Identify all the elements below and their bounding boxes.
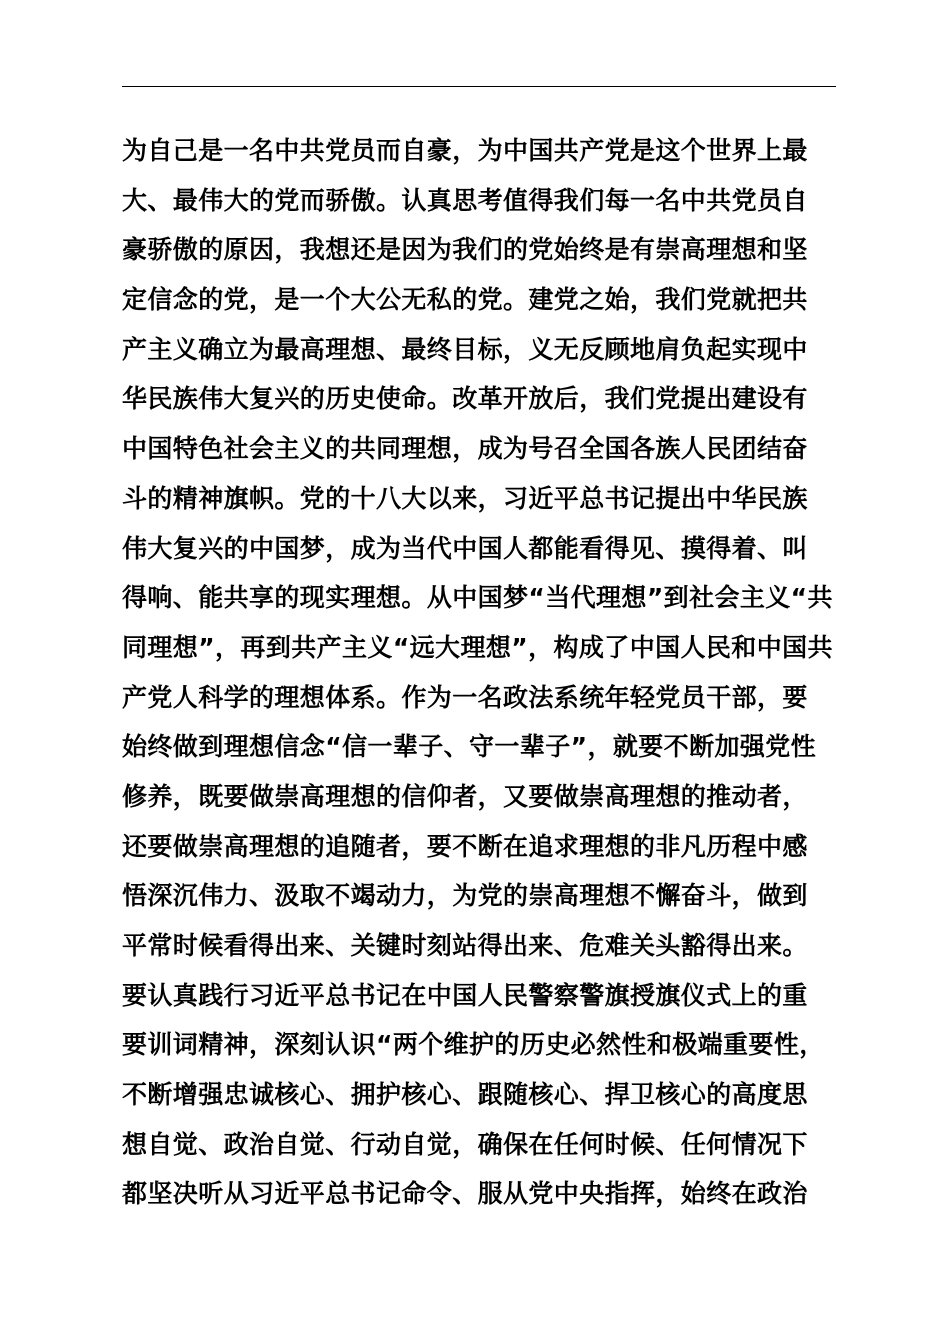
text-line: 产主义确立为最高理想、最终目标，义无反顾地肩负起实现中 [122,334,808,364]
text-line: 修养，既要做崇高理想的信仰者，又要做崇高理想的推动者， [122,781,808,811]
text-line: 同理想”，再到共产主义“远大理想”，构成了中国人民和中国共 [122,632,833,662]
text-line: 不断增强忠诚核心、拥护核心、跟随核心、捍卫核心的高度思 [122,1080,808,1110]
text-line: 还要做崇高理想的追随者，要不断在追求理想的非凡历程中感 [122,831,808,861]
text-line: 华民族伟大复兴的历史使命。改革开放后，我们党提出建设有 [122,384,808,414]
text-line: 都坚决听从习近平总书记命令、服从党中央指挥，始终在政治 [122,1179,808,1209]
text-line: 伟大复兴的中国梦，成为当代中国人都能看得见、摸得着、叫 [122,533,808,563]
body-paragraph [122,126,842,1219]
text-line: 豪骄傲的原因，我想还是因为我们的党始终是有崇高理想和坚 [122,235,808,265]
text-line: 为自己是一名中共党员而自豪，为中国共产党是这个世界上最 [122,136,808,165]
text-line: 大、最伟大的党而骄傲。认真思考值得我们每一名中共党员自 [122,185,808,215]
text-line: 想自觉、政治自觉、行动自觉，确保在任何时候、任何情况下 [122,1129,808,1159]
text-line: 中国特色社会主义的共同理想，成为号召全国各族人民团结奋 [122,434,808,464]
text-line: 始终做到理想信念“信一辈子、守一辈子”，就要不断加强党性 [122,732,817,762]
text-line: 悟深沉伟力、汲取不竭动力，为党的崇高理想不懈奋斗，做到 [122,881,808,911]
text-line: 斗的精神旗帜。党的十八大以来，习近平总书记提出中华民族 [122,483,808,513]
text-line: 定信念的党，是一个大公无私的党。建党之始，我们党就把共 [122,285,808,315]
text-line: 得响、能共享的现实理想。从中国梦“当代理想”到社会主义“共 [122,583,833,613]
text-line: 产党人科学的理想体系。作为一名政法系统年轻党员干部，要 [122,682,808,712]
text-line: 平常时候看得出来、关键时刻站得出来、危难关头豁得出来。 [122,931,808,960]
text-line: 要认真践行习近平总书记在中国人民警察警旗授旗仪式上的重 [122,980,808,1010]
text-line: 要训词精神，深刻认识“两个维护的历史必然性和极端重要性， [122,1030,825,1060]
header-rule [122,86,836,87]
